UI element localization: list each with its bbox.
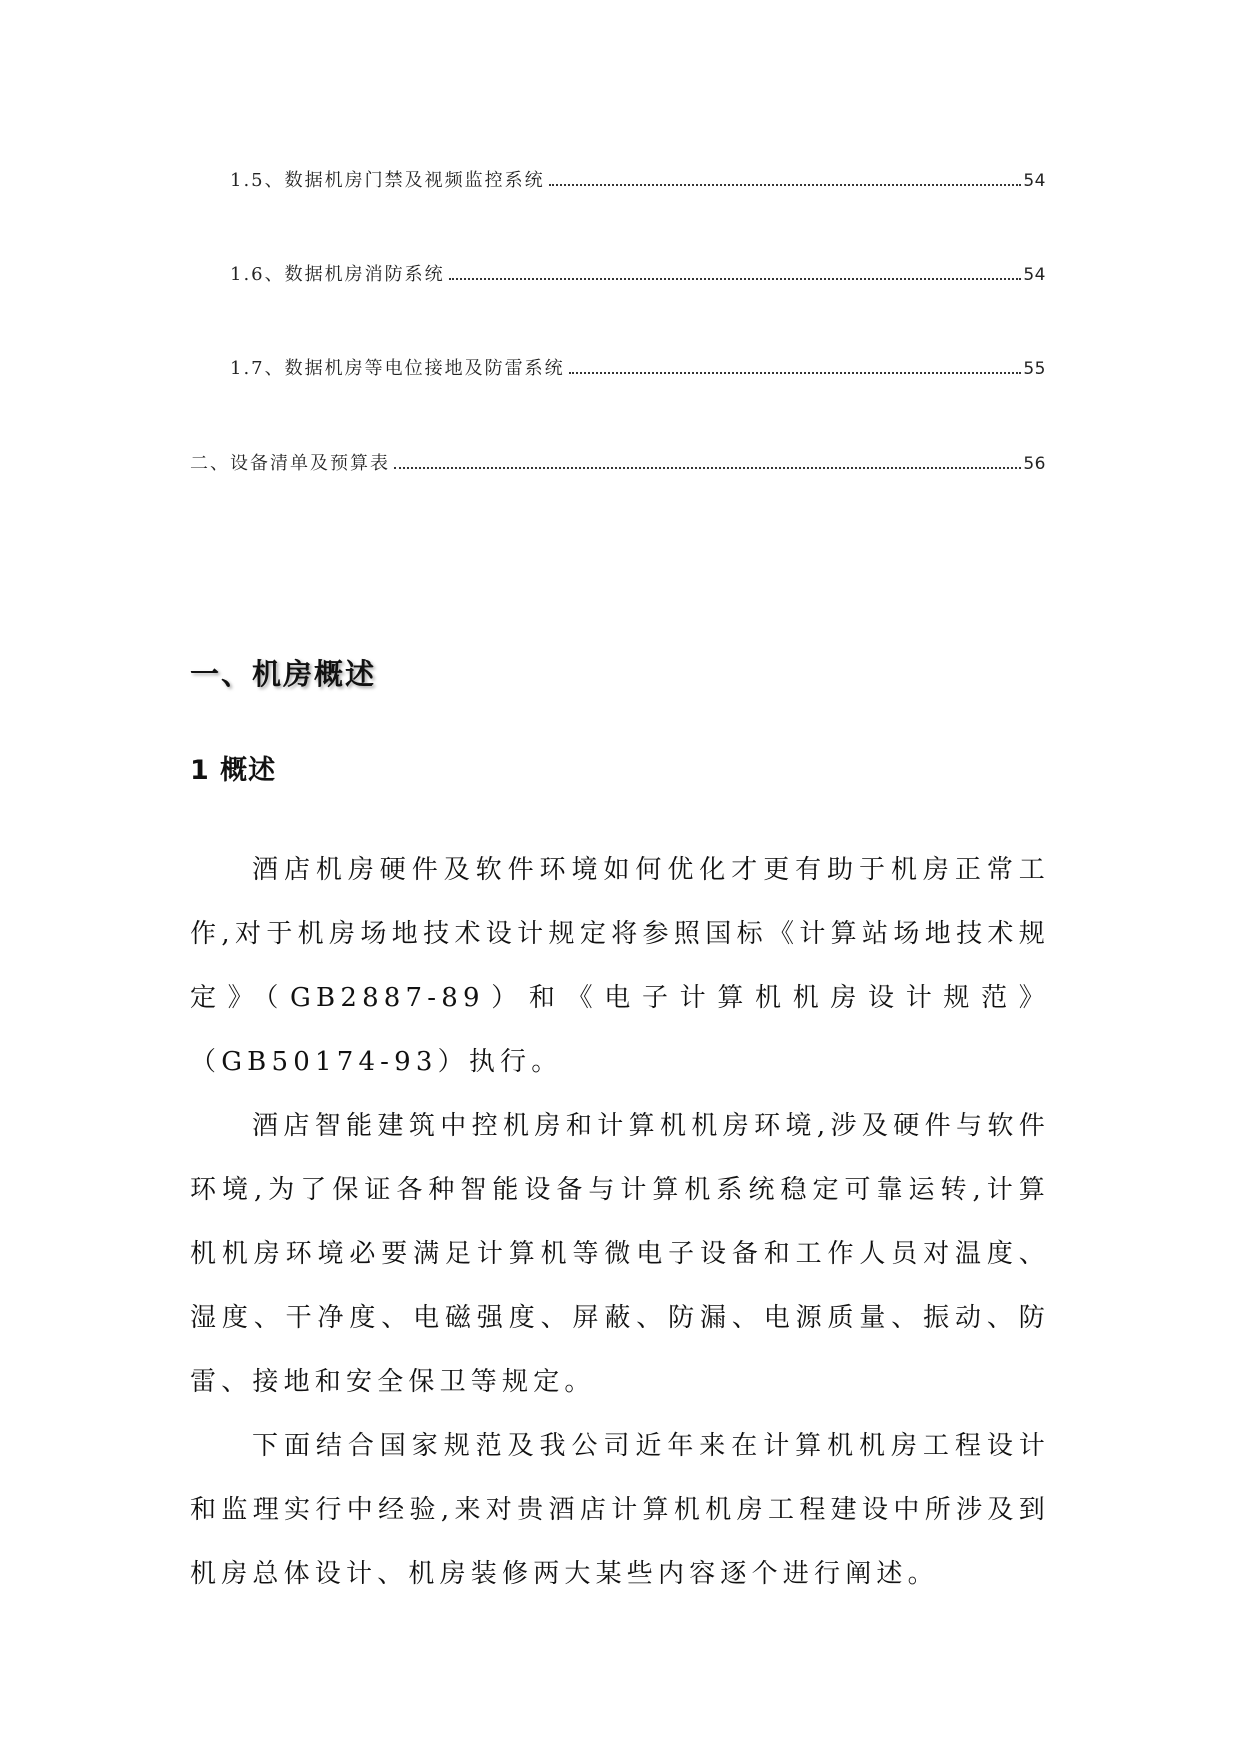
toc-dot-leader <box>394 466 1021 469</box>
toc-entry-title: 1.6、数据机房消防系统 <box>230 264 445 285</box>
toc-dot-leader <box>569 371 1022 374</box>
paragraph: 酒店智能建筑中控机房和计算机机房环境,涉及硬件与软件环境,为了保证各种智能设备与计算机系统稳定可靠运转,计算机机房环境必要满足计算机等微电子设备和工作人员对温度、湿度、干净度、电磁强度、屏蔽、防漏、电源质量、振动、防雷、接地和安全保卫等规定。 <box>190 1111 1050 1397</box>
toc-entry-title: 二、设备清单及预算表 <box>190 453 390 474</box>
toc-entry[interactable] <box>190 449 1046 475</box>
toc-entry[interactable] <box>230 260 1046 286</box>
section-heading: 一、机房概述 <box>190 657 377 691</box>
toc-entry-title: 1.5、数据机房门禁及视频监控系统 <box>230 170 545 191</box>
subsection-heading: 1 概述 <box>190 755 277 786</box>
toc-entry-title: 1.7、数据机房等电位接地及防雷系统 <box>230 358 565 379</box>
toc-entry[interactable] <box>230 354 1046 380</box>
toc-dot-leader <box>549 183 1022 186</box>
paragraph: 下面结合国家规范及我公司近年来在计算机机房工程设计和监理实行中经验,来对贵酒店计算机机房工程建设中所涉及到机房总体设计、机房装修两大某些内容逐个进行阐述。 <box>190 1431 1050 1589</box>
body-text <box>190 838 1050 1606</box>
paragraph: 酒店机房硬件及软件环境如何优化才更有助于机房正常工作,对于机房场地技术设计规定将参照国标《计算站场地技术规定》（GB2887-89）和《电子计算机机房设计规范》（GB50174-93）执行。 <box>190 855 1050 1077</box>
toc-dot-leader <box>449 277 1022 280</box>
toc-page-number: 54 <box>1023 265 1046 285</box>
toc-page-number: 56 <box>1023 454 1046 474</box>
toc-page-number: 54 <box>1023 171 1046 191</box>
toc-page-number: 55 <box>1023 359 1046 379</box>
toc-entry[interactable] <box>230 166 1046 192</box>
